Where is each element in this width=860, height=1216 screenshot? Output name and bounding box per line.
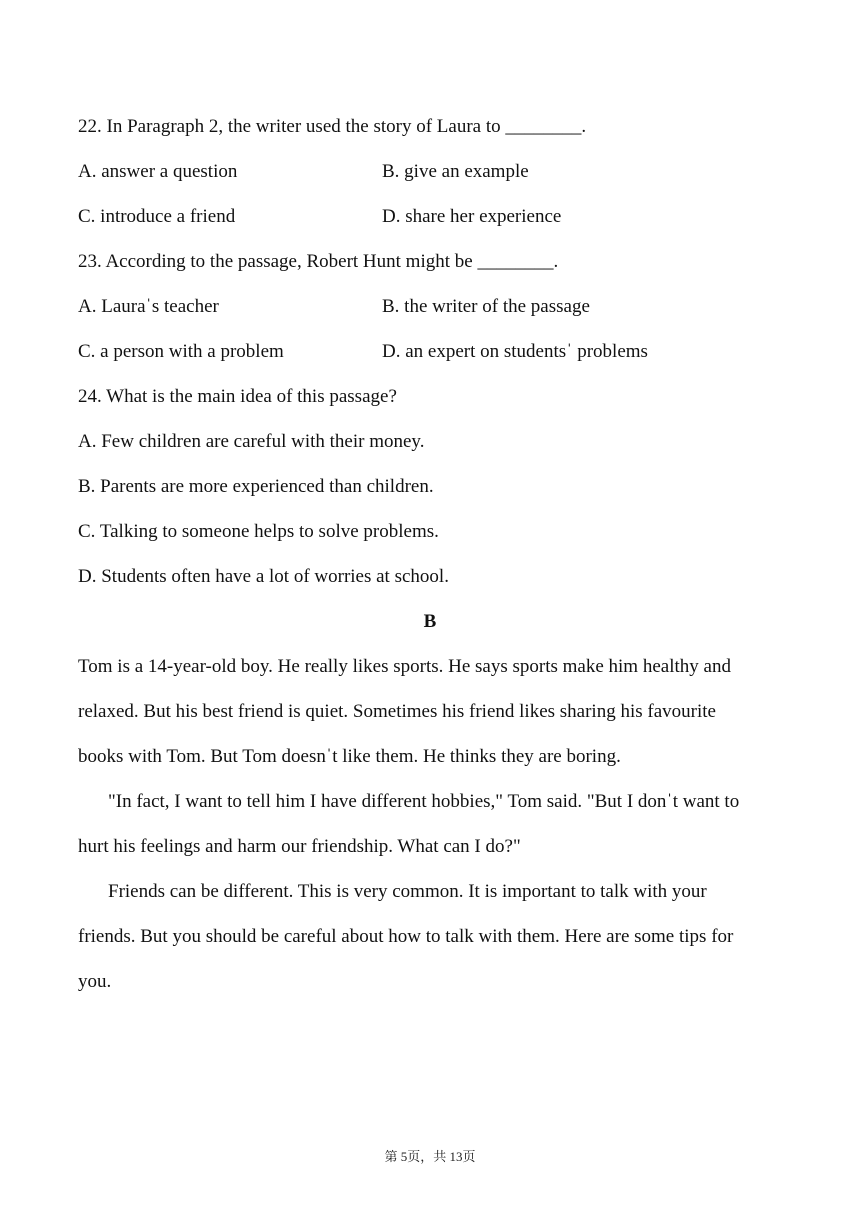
question-24-option-d: D. Students often have a lot of worries at school.: [78, 566, 449, 587]
passage-b-line: you.: [78, 971, 112, 992]
question-22-option-a: A. answer a question: [78, 161, 238, 182]
question-24-option-c: C. Talking to someone helps to solve problems.: [78, 521, 439, 542]
question-23-option-c: C. a person with a problem: [78, 341, 284, 362]
question-22-option-d: D. share her experience: [382, 206, 562, 227]
question-23-stem: 23. According to the passage, Robert Hunt might be ________.: [78, 251, 559, 272]
question-22-option-b: B. give an example: [382, 161, 529, 182]
passage-b-line: relaxed. But his best friend is quiet. Sometimes his friend likes sharing his favourite: [78, 701, 716, 722]
passage-b-line: Friends can be different. This is very common. It is important to talk with your: [108, 881, 707, 902]
question-23-option-a: A. Lauraˈs teacher: [78, 296, 219, 317]
question-24-stem: 24. What is the main idea of this passage?: [78, 386, 397, 407]
passage-b-line: books with Tom. But Tom doesnˈt like them. He thinks they are boring.: [78, 746, 621, 767]
passage-b-line: hurt his feelings and harm our friendship. What can I do?": [78, 836, 521, 857]
question-23-option-d: D. an expert on studentsˈ problems: [382, 341, 648, 362]
question-22-stem: 22. In Paragraph 2, the writer used the story of Laura to ________.: [78, 116, 587, 137]
passage-b-line: friends. But you should be careful about how to talk with them. Here are some tips for: [78, 926, 734, 947]
question-24-option-b: B. Parents are more experienced than children.: [78, 476, 434, 497]
passage-b-line: "In fact, I want to tell him I have different hobbies," Tom said. "But I donˈt want to: [108, 791, 740, 812]
page-number-footer: 第 5页，共 13页: [384, 1149, 476, 1164]
question-24-option-a: A. Few children are careful with their money.: [78, 431, 425, 452]
passage-b-line: Tom is a 14-year-old boy. He really likes sports. He says sports make him healthy and: [78, 656, 731, 677]
question-22-option-c: C. introduce a friend: [78, 206, 236, 227]
question-23-option-b: B. the writer of the passage: [382, 296, 590, 317]
section-b-heading: B: [423, 611, 437, 632]
